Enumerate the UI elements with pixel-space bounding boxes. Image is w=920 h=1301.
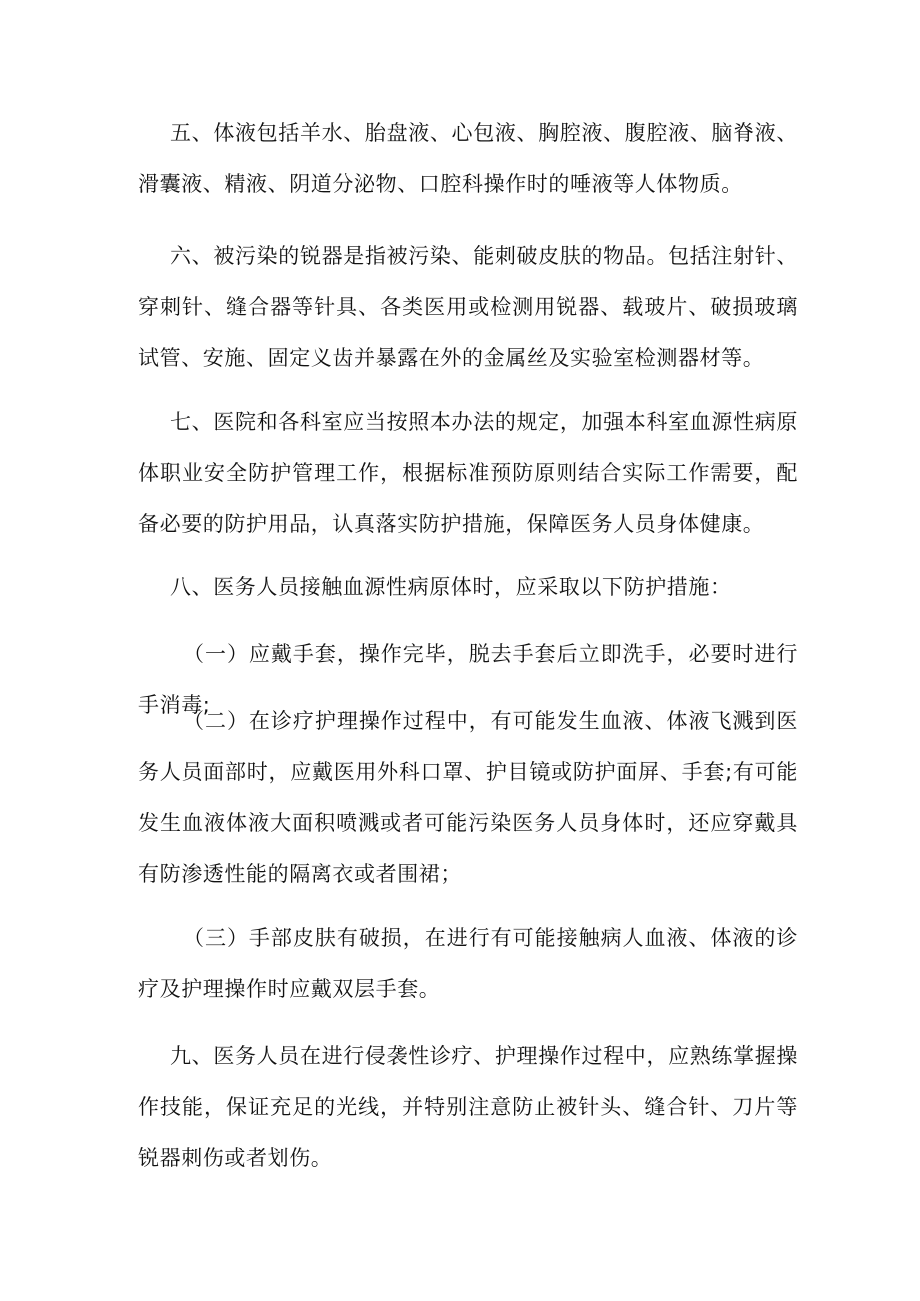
paragraph-eight-item-two: （二）在诊疗护理操作过程中，有可能发生血液、体液飞溅到医务人员面部时，应戴医用外科口罩、护目镜或防护面屏、手套;有可能发生血液体液大面积喷溅或者可能污染医务人员身体时，还应穿戴具有防渗透性能的隔离衣或者围裙；: [138, 709, 798, 886]
paragraph-seven: 七、医院和各科室应当按照本办法的规定，加强本科室血源性病原体职业安全防护管理工作，根据标准预防原则结合实际工作需要，配备必要的防护用品，认真落实防护措施，保障医务人员身体健康。: [138, 410, 798, 536]
paragraph-eight: 八、医务人员接触血源性病原体时，应采取以下防护措施：: [170, 575, 732, 599]
paragraph-five: 五、体液包括羊水、胎盘液、心包液、胸腔液、腹腔液、脑脊液、滑囊液、精液、阴道分泌物、口腔科操作时的唾液等人体物质。: [138, 121, 798, 196]
paragraph-six: 六、被污染的锐器是指被污染、能刺破皮肤的物品。包括注射针、穿刺针、缝合器等针具、各类医用或检测用锐器、载玻片、破损玻璃试管、安施、固定义齿并暴露在外的金属丝及实验室检测器材等。: [138, 244, 798, 370]
paragraph-eight-item-one: （一）应戴手套，操作完毕，脱去手套后立即洗手，必要时进行手消毒;: [138, 642, 798, 717]
paragraph-nine: 九、医务人员在进行侵袭性诊疗、护理操作过程中，应熟练掌握操作技能，保证充足的光线，并特别注意防止被针头、缝合针、刀片等锐器刺伤或者划伤。: [138, 1044, 798, 1170]
paragraph-eight-item-three: （三）手部皮肤有破损，在进行有可能接触病人血液、体液的诊疗及护理操作时应戴双层手套。: [138, 926, 798, 1001]
